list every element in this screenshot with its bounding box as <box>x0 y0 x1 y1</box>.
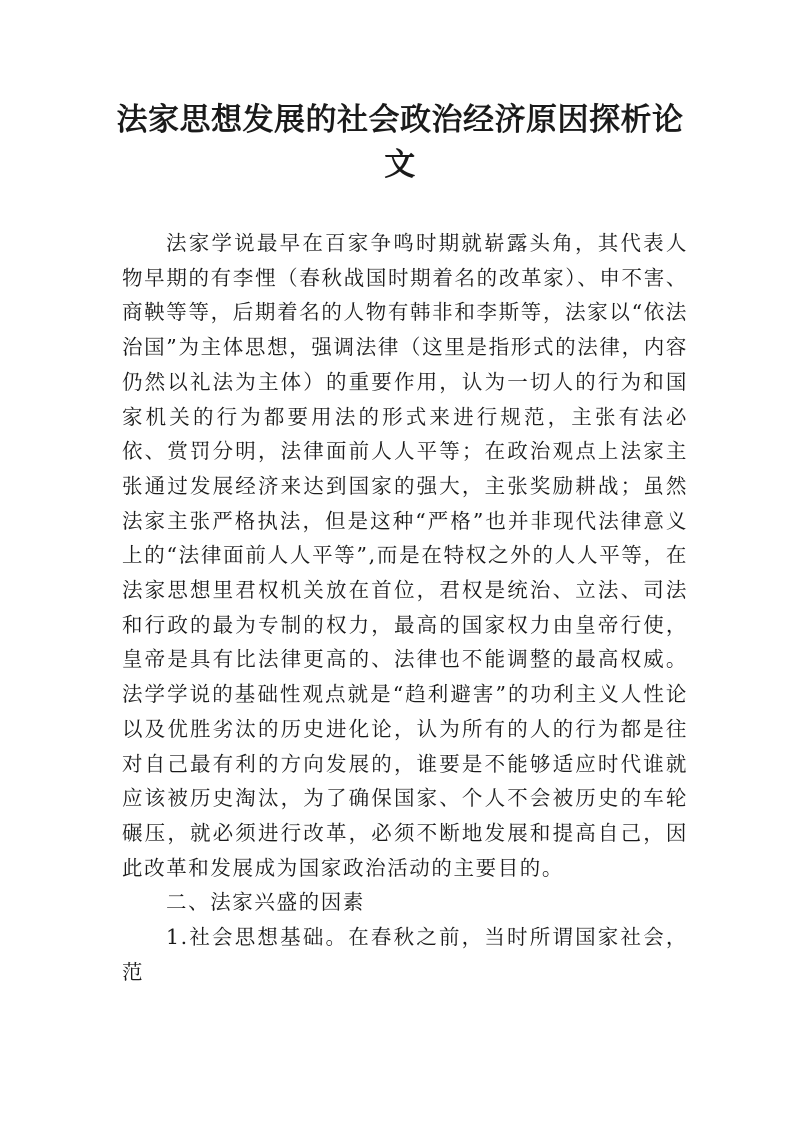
document-body <box>122 226 688 989</box>
paragraph-intro: 法家学说最早在百家争鸣时期就崭露头角，其代表人物早期的有李悝（春秋战国时期着名的改革家）、申不害、商鞅等等，后期着名的人物有韩非和李斯等，法家以“依法治国”为主体思想，强调法律（这里是指形式的法律，内容仍然以礼法为主体）的重要作用，认为一切人的行为和国家机关的行为都要用法的形式来进行规范，主张有法必依、赏罚分明，法律面前人人平等；在政治观点上法家主张通过发展经济来达到国家的强大，主张奖励耕战；虽然法家主张严格执法，但是这种“严格”也并非现代法律意义上的“法律面前人人平等”,而是在特权之外的人人平等，在法家思想里君权机关放在首位，君权是统治、立法、司法和行政的最为专制的权力，最高的国家权力由皇帝行使，皇帝是具有比法律更高的、法律也不能调整的最高权威。法学学说的基础性观点就是“趋利避害”的功利主义人性论以及优胜劣汰的历史进化论，认为所有的人的行为都是往对自己最有利的方向发展的，谁要是不能够适应时代谁就应该被历史淘汰，为了确保国家、个人不会被历史的车轮碾压，就必须进行改革，必须不断地发展和提高自己，因此改革和发展成为国家政治活动的主要目的。 <box>122 231 688 880</box>
section-heading: 二、法家兴盛的因素 <box>166 890 365 915</box>
document-title: 法家思想发展的社会政治经济原因探析论文 <box>116 102 684 183</box>
subsection-1-text: 1.社会思想基础。在春秋之前，当时所谓国家社会，范 <box>122 925 688 984</box>
